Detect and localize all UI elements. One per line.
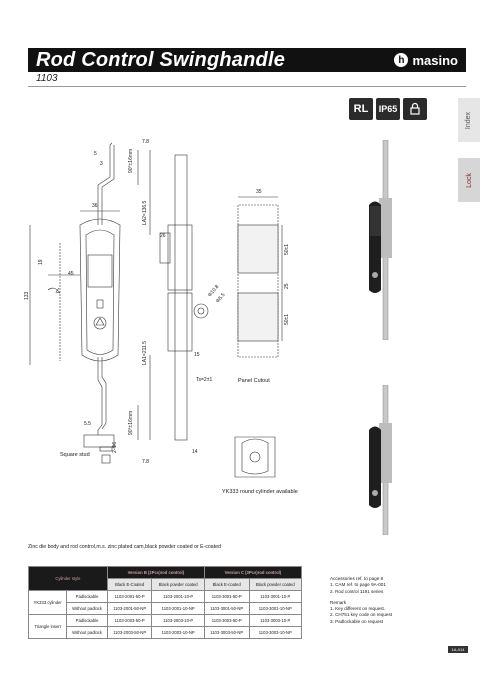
dim-label: 50±1 xyxy=(284,243,290,255)
dim-label: Ts=2±1 xyxy=(196,377,213,383)
product-description: Zinc die body and rod control,m.s. zinc plated cam,black powder coated or E-coated xyxy=(28,544,221,550)
dim-label: LA1=211.5 xyxy=(142,341,148,365)
product-photo-top xyxy=(355,140,415,340)
cylinder-style-header: Cylinder style xyxy=(29,567,108,591)
table-row xyxy=(29,591,302,603)
dim-label: 90°±16mm xyxy=(128,410,134,435)
page-number: 1A-014 xyxy=(448,646,468,653)
table-row xyxy=(29,627,302,639)
dim-label: 7.8 xyxy=(142,459,149,465)
accessory-item: 1. CAM ref. to page 9A-001 xyxy=(330,582,386,588)
dim-label: 50±1 xyxy=(284,313,290,325)
notes xyxy=(330,576,460,625)
page-title: Rod Control Swinghandle xyxy=(36,49,286,71)
finish-header: Black powder coated xyxy=(152,579,204,591)
option-cell: Without padlock xyxy=(67,603,107,615)
code-cell: 1103-3003-50-P xyxy=(204,615,249,627)
option-cell: Padlockable xyxy=(67,591,107,603)
dim-label: 5.5 xyxy=(84,421,91,427)
remark-item: 2. CH751 key code on request xyxy=(330,612,393,618)
code-cell: 1103-3003-50-NP xyxy=(204,627,249,639)
dim-label: 26 xyxy=(160,233,166,239)
code-cell: 1103-2001-10-NP xyxy=(152,603,204,615)
finish-header: Black powder coated xyxy=(249,579,301,591)
cylinder-style-cell: YK333 cylinder xyxy=(29,591,67,615)
rl-badge: RL xyxy=(349,98,373,120)
panel-cutout-caption: Panel Cutout xyxy=(238,378,270,384)
dim-label: 5 xyxy=(94,151,97,157)
code-cell: 1103-3001-10-P xyxy=(249,591,301,603)
code-cell: 1103-3001-50-NP xyxy=(204,603,249,615)
code-cell: 1103-2003-50-P xyxy=(107,615,152,627)
product-photo-bottom xyxy=(355,385,415,535)
brand xyxy=(394,48,458,72)
option-cell: Without padlock xyxy=(67,627,107,639)
code-cell: 1103-2003-10-NP xyxy=(152,627,204,639)
remark-item: 3. Padlockable on request xyxy=(330,618,384,624)
remark-item: 1. Key different on request. xyxy=(330,606,386,612)
code-cell: 1103-2001-50-P xyxy=(107,591,152,603)
finish-header: Black E-Coated xyxy=(107,579,152,591)
ip65-badge: IP65 xyxy=(376,98,400,120)
table-row xyxy=(29,615,302,627)
dim-label: 2-Φ6 xyxy=(112,441,118,453)
remark-title: Remark xyxy=(330,599,347,605)
header-rule xyxy=(28,86,466,87)
dim-label: 19 xyxy=(38,259,44,265)
dim-label: 15 xyxy=(194,352,200,358)
dim-label: Φ10.8 xyxy=(206,283,221,299)
tab-index[interactable]: Index xyxy=(458,98,480,142)
dim-label: Φ5.5 xyxy=(214,292,227,305)
lock-icon xyxy=(403,98,427,120)
dim-label: 90°±16mm xyxy=(128,148,134,173)
dim-label: LA2=136.5 xyxy=(142,200,148,225)
dim-label: 133 xyxy=(24,291,30,300)
tab-lock[interactable]: Lock xyxy=(458,158,480,202)
accessories-title: Accessories ref. to page 8 xyxy=(330,576,384,581)
finish-header: Black E-coated xyxy=(204,579,249,591)
brand-logo-icon: h xyxy=(394,53,408,67)
code-cell: 1103-2003-10-P xyxy=(152,615,204,627)
order-code-table xyxy=(28,566,302,639)
accessory-item: 2. Rod control 1191 series xyxy=(330,588,384,594)
dim-label: 35 xyxy=(256,189,262,195)
option-cell: Padlockable xyxy=(67,615,107,627)
dim-label: 45 xyxy=(68,271,74,277)
square-stud-caption: Square stud xyxy=(60,452,90,458)
code-cell: 1103-2001-10-P xyxy=(152,591,204,603)
dim-label: 3 xyxy=(100,161,103,167)
dim-label: 36 xyxy=(92,203,98,209)
technical-drawing xyxy=(20,125,330,505)
brand-name: masino xyxy=(412,52,458,68)
model-number: 1103 xyxy=(36,73,58,84)
dim-label: 14 xyxy=(192,449,198,455)
code-cell: 1103-3003-10-P xyxy=(249,615,301,627)
cylinder-caption: YK333 round cylinder available xyxy=(222,489,298,495)
cylinder-style-cell: Triangle insert xyxy=(29,615,67,639)
version-c-header: Version C (3Pcs)rod control) xyxy=(204,567,301,579)
version-b-header: Version B (2Pcs)rod control) xyxy=(107,567,204,579)
table-row xyxy=(29,603,302,615)
code-cell: 1103-2001-50-NP xyxy=(107,603,152,615)
dim-label: 7.8 xyxy=(142,139,149,145)
code-cell: 1103-2003-50-NP xyxy=(107,627,152,639)
code-cell: 1103-3001-50-P xyxy=(204,591,249,603)
code-cell: 1103-3001-10-NP xyxy=(249,603,301,615)
dim-label: 25 xyxy=(284,283,290,289)
code-cell: 1103-3003-10-NP xyxy=(249,627,301,639)
